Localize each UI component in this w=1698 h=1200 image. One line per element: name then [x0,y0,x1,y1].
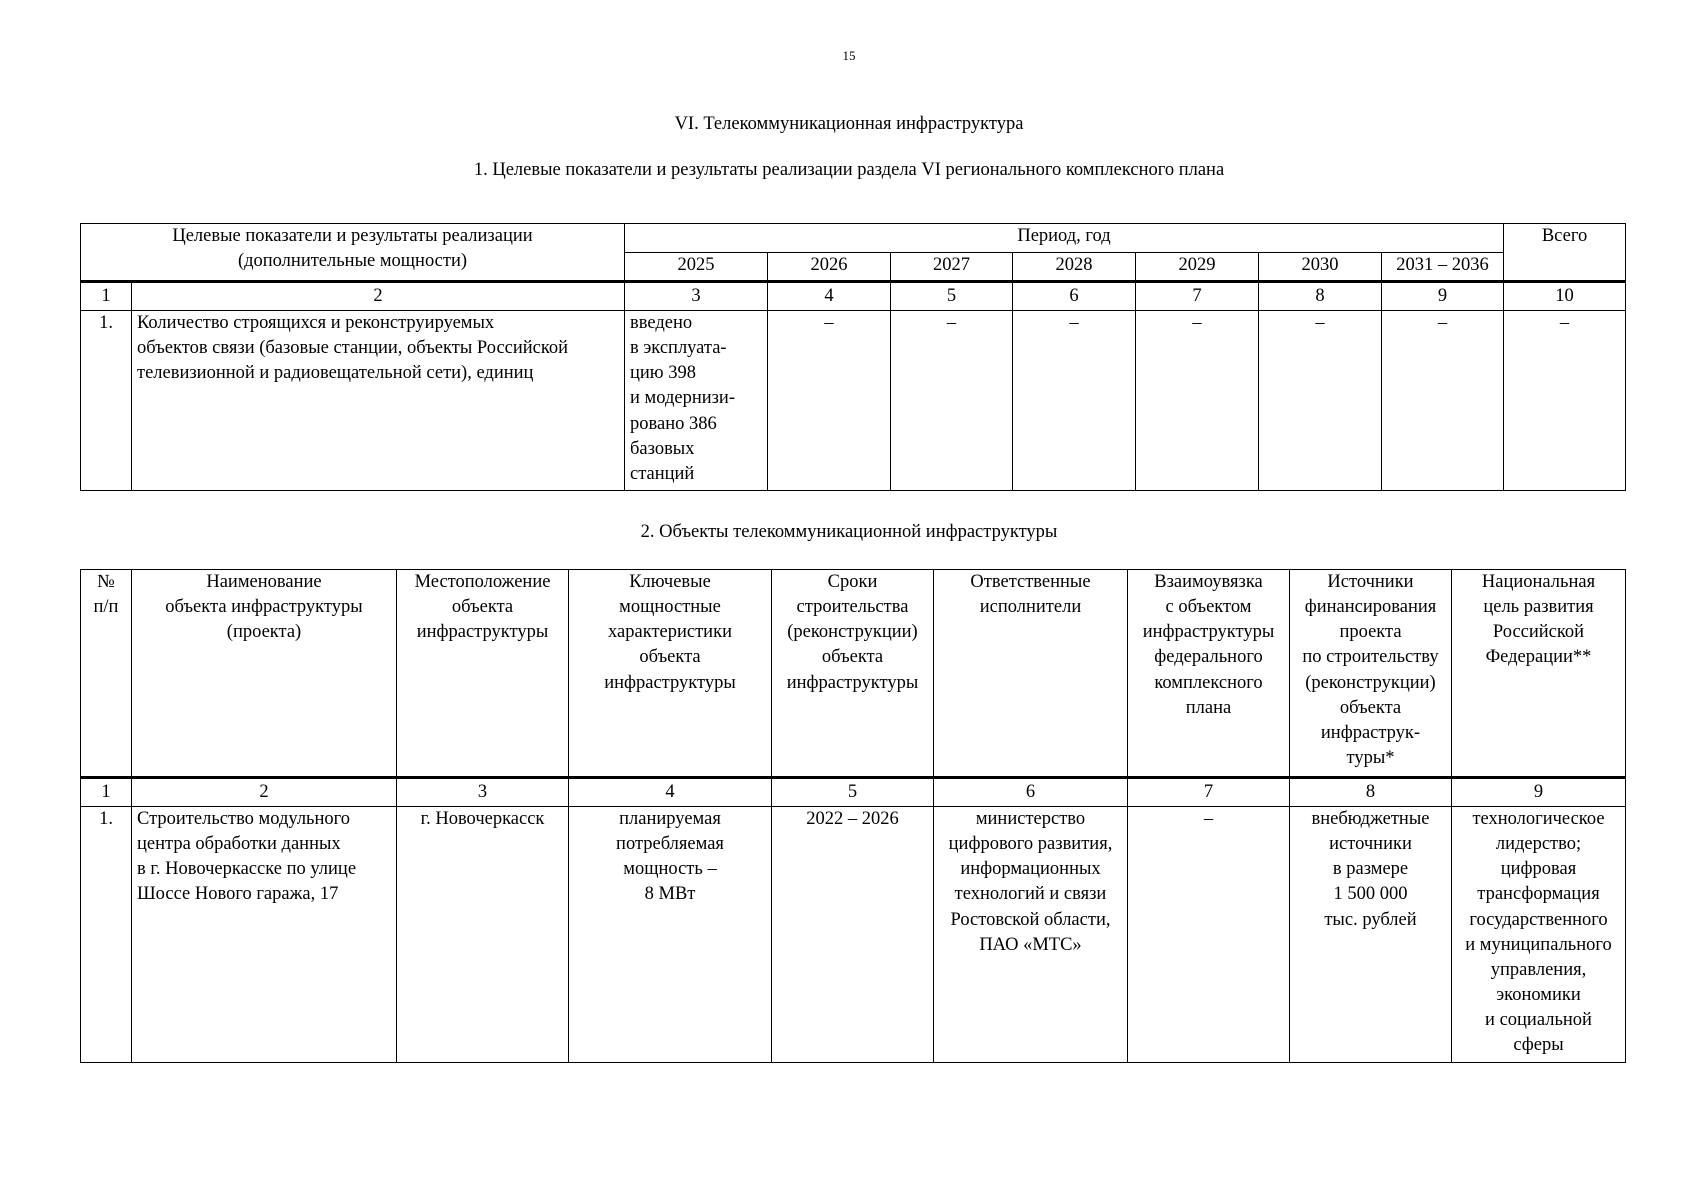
column-number: 6 [934,778,1128,807]
column-number: 3 [625,282,768,311]
value-cell: – [1136,311,1259,491]
indicator-header: Целевые показатели и результаты реализации (дополнительные мощности) [81,224,625,282]
column-number: 9 [1382,282,1504,311]
year-header: 2030 [1259,253,1382,282]
column-number: 10 [1504,282,1626,311]
timeline-cell: 2022 – 2026 [772,807,934,1063]
goal-cell: технологическое лидерство; цифровая трансформация государственного и муниципального управления, экономики и социальной сферы [1452,807,1626,1063]
objects-table [80,569,1626,1063]
indicator-cell: Количество строящихся и реконструируемых объектов связи (базовые станции, объекты Российской телевизионной и радиовещательной сети), единиц [132,311,625,491]
header-responsible: Ответственные исполнители [934,570,1128,778]
object-name-cell: Строительство модульного центра обработки данных в г. Новочеркасске по улице Шоссе Нового гаража, 17 [132,807,397,1063]
period-header: Период, год [625,224,1504,253]
link-cell: – [1128,807,1290,1063]
value-cell: – [1013,311,1136,491]
year-header: 2027 [891,253,1013,282]
header-name: Наименование объекта инфраструктуры (проекта) [132,570,397,778]
column-number: 5 [891,282,1013,311]
section-title: VI. Телекоммуникационная инфраструктура [674,114,1024,134]
value-cell: – [768,311,891,491]
table-row [81,807,1626,1063]
column-number: 2 [132,282,625,311]
header-funding: Источники финансирования проекта по строительству (реконструкции) объекта инфраструк- туры* [1290,570,1452,778]
header-capacity: Ключевые мощностные характеристики объекта инфраструктуры [569,570,772,778]
header-location: Местоположение объекта инфраструктуры [397,570,569,778]
column-number: 2 [132,778,397,807]
year-header: 2031 – 2036 [1382,253,1504,282]
column-number: 7 [1136,282,1259,311]
column-number: 7 [1128,778,1290,807]
page-number: 15 [842,48,856,63]
row-number: 1. [81,311,132,491]
value-cell: – [1259,311,1382,491]
total-header: Всего [1504,224,1626,282]
column-number: 9 [1452,778,1626,807]
column-number: 4 [768,282,891,311]
year-header: 2029 [1136,253,1259,282]
year-header: 2028 [1013,253,1136,282]
column-number: 6 [1013,282,1136,311]
column-number: 1 [81,778,132,807]
targets-table [80,223,1626,491]
value-cell: – [891,311,1013,491]
column-number: 8 [1290,778,1452,807]
column-number: 5 [772,778,934,807]
funding-cell: внебюджетные источники в размере 1 500 000 тыс. рублей [1290,807,1452,1063]
capacity-cell: планируемая потребляемая мощность – 8 МВт [569,807,772,1063]
location-cell: г. Новочеркасск [397,807,569,1063]
header-number: № п/п [81,570,132,778]
header-goal: Национальная цель развития Российской Федерации** [1452,570,1626,778]
subsection-2-title: 2. Объекты телекоммуникационной инфраструктуры [640,522,1058,542]
year-header: 2025 [625,253,768,282]
value-cell: введено в эксплуата- цию 398 и модернизи- ровано 386 базовых станций [625,311,768,491]
column-number: 4 [569,778,772,807]
column-number: 1 [81,282,132,311]
row-number: 1. [81,807,132,1063]
subsection-1-title: 1. Целевые показатели и результаты реализации раздела VI регионального комплексного плана [473,160,1225,180]
column-number: 3 [397,778,569,807]
column-number: 8 [1259,282,1382,311]
year-header: 2026 [768,253,891,282]
total-cell: – [1504,311,1626,491]
table-row [81,311,1626,491]
header-timeline: Сроки строительства (реконструкции) объекта инфраструктуры [772,570,934,778]
value-cell: – [1382,311,1504,491]
responsible-cell: министерство цифрового развития, информационных технологий и связи Ростовской области, ПАО «МТС» [934,807,1128,1063]
header-link: Взаимоувязка с объектом инфраструктуры федерального комплексного плана [1128,570,1290,778]
